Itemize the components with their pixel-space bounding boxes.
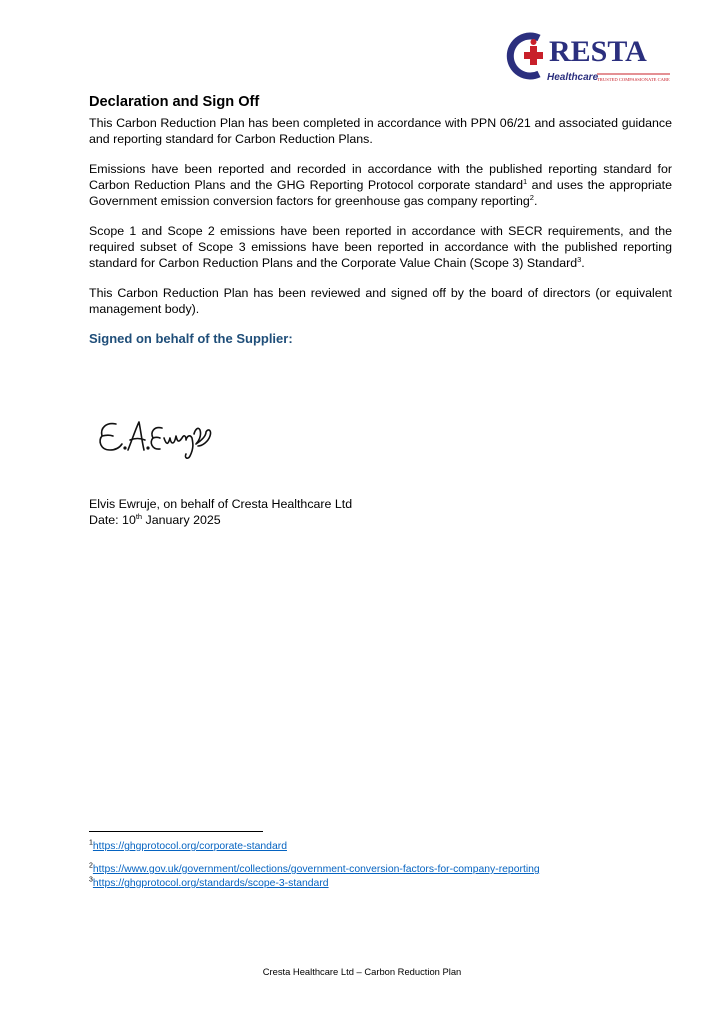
cresta-logo-graphic: [505, 28, 675, 88]
footnote-separator: [89, 831, 263, 832]
paragraph-board-text: This Carbon Reduction Plan has been reviewed and signed off by the board of directors (or equivalent management body).: [89, 286, 672, 316]
footnote-3-number: 3: [89, 876, 93, 884]
footnote-ref-2: 2: [529, 192, 534, 202]
logo-sub-text: Healthcare: [547, 72, 599, 83]
paragraph-emissions-reporting: [89, 161, 672, 209]
footnote-3: [89, 878, 329, 890]
paragraph-scope-emissions: [89, 223, 672, 271]
footnote-3-link[interactable]: https://ghgprotocol.org/standards/scope-3-standard: [92, 878, 329, 889]
footnote-1-link[interactable]: https://ghgprotocol.org/corporate-standard: [92, 841, 287, 852]
logo-tagline: TRUSTED COMPASSIONATE CARE: [597, 77, 670, 82]
logo-cross-horizontal: [524, 52, 543, 59]
signer-name: Elvis Ewruje, on behalf of Cresta Healthcare Ltd: [89, 497, 353, 511]
page-heading: Declaration and Sign Off: [89, 94, 260, 110]
paragraph-emissions-text-c: .: [533, 194, 538, 208]
paragraph-board-signoff: [89, 285, 672, 317]
paragraph-scope-text-b: .: [581, 256, 585, 270]
footnote-1: [89, 841, 287, 853]
sign-date-suffix: January 2025: [142, 513, 221, 527]
company-logo: [505, 28, 675, 88]
footnote-ref-1: 1: [522, 176, 528, 186]
sign-date-ordinal: th: [135, 511, 143, 521]
handwritten-signature: [94, 410, 219, 462]
sign-date-prefix: Date: 10: [89, 513, 136, 527]
footnote-2-number: 2: [89, 862, 93, 870]
logo-figure-head: [531, 39, 537, 45]
paragraph-emissions-text-a: Emissions have been reported and recorded in accordance with the published reporting standard for Carbon Reduction Plans and the GHG Reporting Protocol corporate standard: [89, 162, 672, 192]
page-footer: Cresta Healthcare Ltd – Carbon Reduction Plan: [262, 966, 462, 977]
paragraph-compliance: [89, 115, 672, 147]
footnote-ref-3: 3: [577, 254, 582, 264]
footnote-1-number: 1: [89, 839, 93, 847]
paragraph-emissions-text-b: and uses the appropriate Government emission conversion factors for greenhouse gas company reporting: [89, 178, 672, 208]
footnote-2-link[interactable]: https://www.gov.uk/government/collections/government-conversion-factors-for-company-reporting: [92, 864, 540, 875]
signer-block: [89, 496, 352, 528]
footnote-2: [89, 864, 540, 876]
logo-brand-text: RESTA: [549, 35, 647, 68]
signature-drawing: [94, 410, 219, 462]
declaration-section: [89, 94, 672, 346]
signed-on-behalf-heading: Signed on behalf of the Supplier:: [89, 331, 293, 346]
sign-date: [89, 512, 352, 528]
paragraph-scope-text-a: Scope 1 and Scope 2 emissions have been reported in accordance with SECR requirements, and the required subset of Scope 3 emissions have been reported in accordance with the published reporting standard for Carbon Reduction Plans and the Corporate Value Chain (Scope 3) Standard: [89, 224, 672, 270]
paragraph-compliance-text: This Carbon Reduction Plan has been completed in accordance with PPN 06/21 and associated guidance and reporting standard for Carbon Reduction Plans.: [89, 116, 672, 146]
